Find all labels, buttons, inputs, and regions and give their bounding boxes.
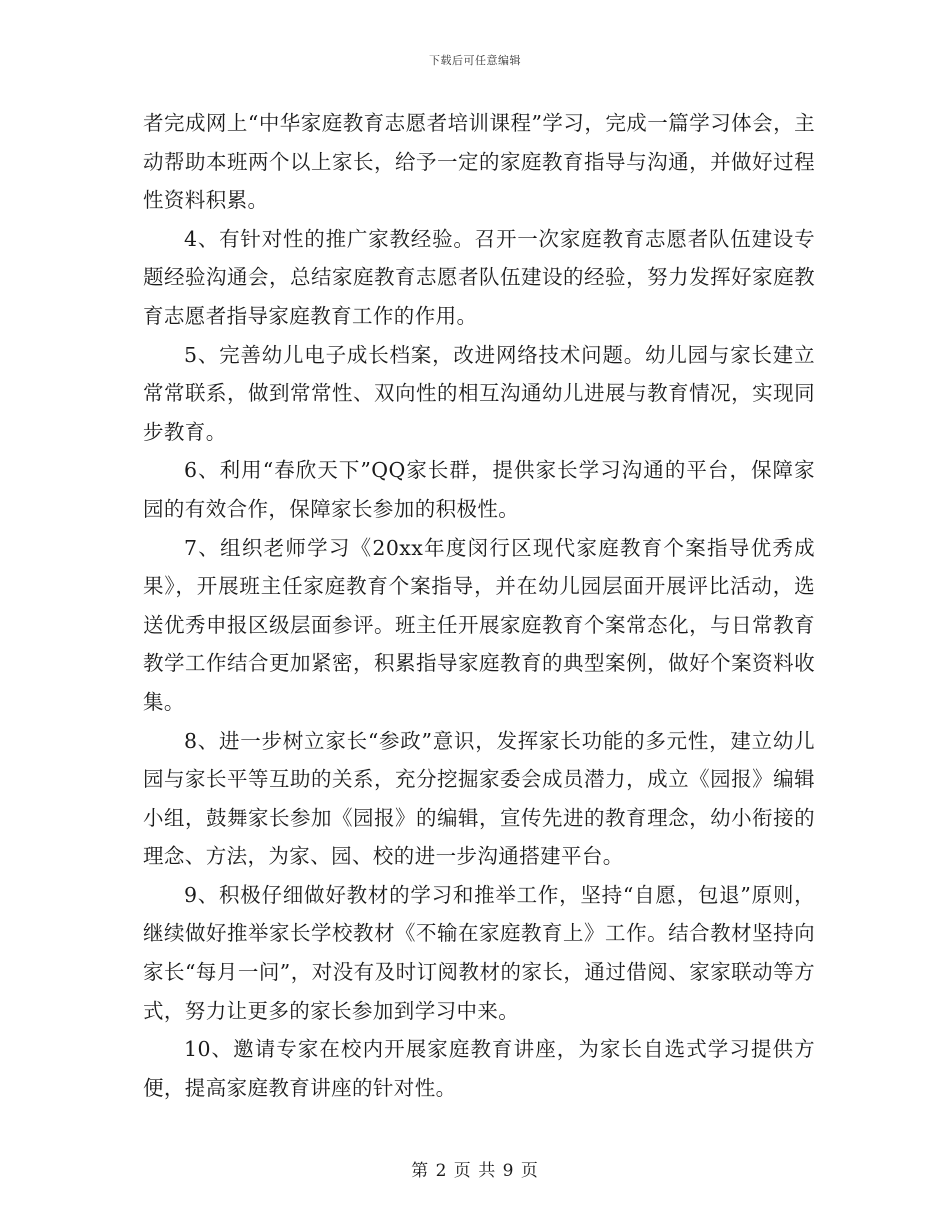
paragraph-item-7: 7、组织老师学习《20xx年度闵行区现代家庭教育个案指导优秀成果》，开展班主任家庭教育个案指导，并在幼儿园层面开展评比活动，选送优秀申报区级层面参评。班主任开展家庭教育个案常态化，与日常教育教学工作结合更加紧密，积累指导家庭教育的典型案例，做好个案资料收集。 — [143, 535, 815, 714]
paragraph-item-5: 5、完善幼儿电子成长档案，改进网络技术问题。幼儿园与家长建立常常联系，做到常常性、双向性的相互沟通幼儿进展与教育情况，实现同步教育。 — [143, 342, 815, 444]
paragraph-item-4: 4、有针对性的推广家教经验。召开一次家庭教育志愿者队伍建设专题经验沟通会，总结家庭教育志愿者队伍建设的经验，努力发挥好家庭教育志愿者指导家庭教育工作的作用。 — [143, 226, 815, 328]
document-body — [143, 104, 815, 1107]
paragraph-item-9: 9、积极仔细做好教材的学习和推举工作，坚持“自愿，包退”原则，继续做好推举家长学校教材《不输在家庭教育上》工作。结合教材坚持向家长“每月一问”，对没有及时订阅教材的家长，通过借阅、家家联动等方式，努力让更多的家长参加到学习中来。 — [143, 882, 815, 1023]
paragraph-item-8: 8、进一步树立家长“参政”意识，发挥家长功能的多元性，建立幼儿园与家长平等互助的关系，充分挖掘家委会成员潜力，成立《园报》编辑小组，鼓舞家长参加《园报》的编辑，宣传先进的教育理念，幼小衔接的理念、方法，为家、园、校的进一步沟通搭建平台。 — [143, 728, 815, 869]
paragraph-item-6: 6、利用“春欣天下”QQ家长群，提供家长学习沟通的平台，保障家园的有效合作，保障家长参加的积极性。 — [143, 458, 815, 521]
page-header: 下载后可任意编辑 — [429, 54, 521, 67]
paragraph-continuation: 者完成网上“中华家庭教育志愿者培训课程”学习，完成一篇学习体会，主动帮助本班两个以上家长，给予一定的家庭教育指导与沟通，并做好过程性资料积累。 — [143, 111, 815, 213]
page-number-footer: 第 2 页 共 9 页 — [411, 1161, 539, 1181]
paragraph-item-10: 10、邀请专家在校内开展家庭教育讲座，为家长自选式学习提供方便，提高家庭教育讲座的针对性。 — [143, 1037, 815, 1100]
